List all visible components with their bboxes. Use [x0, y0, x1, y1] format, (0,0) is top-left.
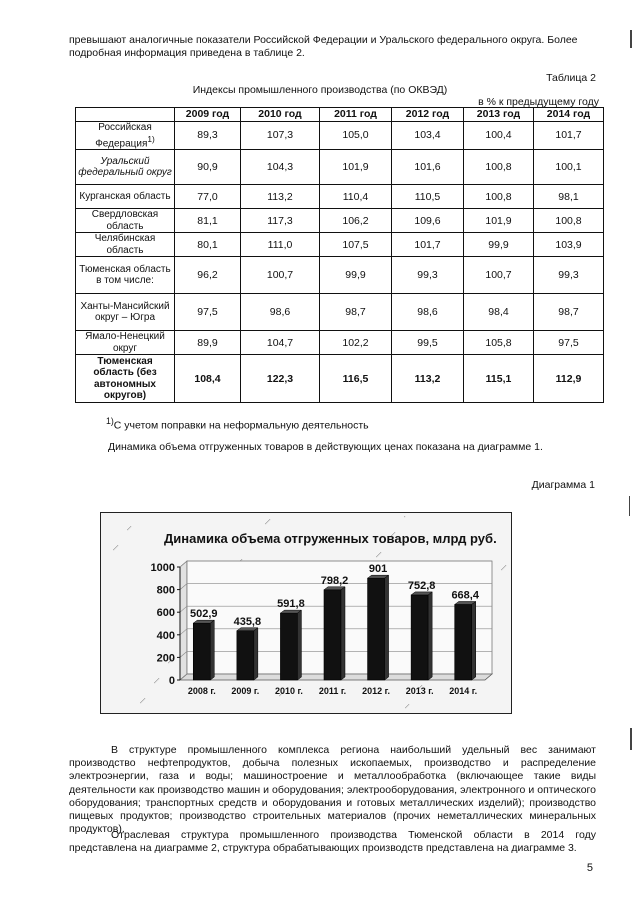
value-cell: 98,7 — [534, 294, 604, 331]
region-cell: Ханты-Мансийский округ – Югра — [76, 294, 175, 331]
x-tick-label: 2011 г. — [318, 686, 347, 696]
header-year: 2012 год — [392, 108, 464, 122]
value-cell: 99,9 — [320, 257, 392, 294]
value-cell: 115,1 — [464, 355, 534, 403]
value-cell: 101,7 — [392, 233, 464, 257]
value-cell: 90,9 — [175, 150, 241, 185]
x-tick-label: 2014 г. — [449, 686, 478, 696]
shipments-chart — [100, 512, 512, 714]
value-cell: 96,2 — [175, 257, 241, 294]
bar — [237, 631, 254, 680]
table-footnote — [106, 415, 526, 433]
region-cell — [76, 122, 175, 150]
value-cell: 116,5 — [320, 355, 392, 403]
region-cell: Челябинская область — [76, 233, 175, 257]
bar-side — [254, 628, 258, 680]
value-cell: 110,5 — [392, 185, 464, 209]
chart-side-wall — [180, 561, 187, 680]
y-tick-label: 200 — [156, 652, 175, 665]
header-year: 2009 год — [175, 108, 241, 122]
value-cell: 98,1 — [534, 185, 604, 209]
footnote-ref: 1) — [147, 133, 155, 144]
header-corner — [76, 108, 175, 122]
bar-value-label: 901 — [368, 563, 388, 576]
bar-side — [385, 575, 389, 680]
table-header-row — [76, 108, 604, 122]
value-cell: 108,4 — [175, 355, 241, 403]
value-cell: 105,8 — [464, 331, 534, 355]
x-tick-label: 2012 г. — [362, 686, 391, 696]
intro-paragraph: превышают аналогичные показатели Российской Федерации и Уральского федерального округа. Более подробная информация приведена в таблице 2. — [69, 34, 578, 60]
value-cell: 113,2 — [241, 185, 320, 209]
header-year: 2013 год — [464, 108, 534, 122]
bar-value-label: 435,8 — [233, 615, 262, 628]
header-year: 2014 год — [534, 108, 604, 122]
value-cell: 101,6 — [392, 150, 464, 185]
bar — [455, 604, 472, 680]
value-cell: 106,2 — [320, 209, 392, 233]
table-row — [76, 185, 604, 209]
value-cell: 107,5 — [320, 233, 392, 257]
y-tick-label: 400 — [156, 629, 175, 642]
structure-paragraph-2: Отраслевая структура промышленного производства Тюменской области в 2014 году представлена на диаграмме 2, структура обрабатывающих производств представлена на диаграмме 3. — [69, 829, 596, 855]
table-row — [76, 233, 604, 257]
table-row — [76, 150, 604, 185]
value-cell: 111,0 — [241, 233, 320, 257]
bar — [280, 613, 297, 680]
value-cell: 104,3 — [241, 150, 320, 185]
y-tick-label: 1000 — [150, 562, 175, 574]
value-cell: 98,6 — [241, 294, 320, 331]
y-tick-label: 600 — [156, 607, 175, 620]
value-cell: 98,7 — [320, 294, 392, 331]
y-tick-label: 800 — [156, 584, 175, 597]
value-cell: 103,9 — [534, 233, 604, 257]
bar-side — [341, 587, 345, 680]
region-cell: Тюменская область в том числе: — [76, 257, 175, 294]
scan-mark — [629, 496, 630, 516]
value-cell: 107,3 — [241, 122, 320, 150]
dynamics-sentence: Динамика объема отгруженных товаров в действующих ценах показана на диаграмме 1. — [108, 441, 543, 453]
table-row — [76, 294, 604, 331]
value-cell: 77,0 — [175, 185, 241, 209]
value-cell: 99,3 — [534, 257, 604, 294]
value-cell: 104,7 — [241, 331, 320, 355]
scan-mark — [630, 30, 632, 48]
table-row — [76, 331, 604, 355]
value-cell: 117,3 — [241, 209, 320, 233]
table-units: в % к предыдущему году — [478, 96, 599, 108]
table-row-total — [76, 355, 604, 403]
value-cell: 101,9 — [464, 209, 534, 233]
value-cell: 122,3 — [241, 355, 320, 403]
scan-noise — [376, 556, 377, 557]
bar-value-label: 591,8 — [277, 598, 305, 611]
value-cell: 100,7 — [464, 257, 534, 294]
value-cell: 101,7 — [534, 122, 604, 150]
value-cell: 98,6 — [392, 294, 464, 331]
region-cell: Ямало-Ненецкий округ — [76, 331, 175, 355]
bar-side — [297, 610, 301, 680]
value-cell: 81,1 — [175, 209, 241, 233]
footnote-mark: 1) — [106, 416, 114, 426]
region-cell: Свердловская область — [76, 209, 175, 233]
value-cell: 99,5 — [392, 331, 464, 355]
bar-value-label: 798,2 — [320, 574, 349, 587]
bar — [193, 623, 210, 680]
value-cell: 112,9 — [534, 355, 604, 403]
value-cell: 101,9 — [320, 150, 392, 185]
value-cell: 99,9 — [464, 233, 534, 257]
x-tick-label: 2008 г. — [187, 686, 216, 696]
header-year: 2011 год — [320, 108, 392, 122]
industrial-index-table — [75, 107, 604, 403]
bar — [324, 590, 341, 680]
y-tick-label: 0 — [168, 675, 175, 687]
scan-noise — [404, 516, 405, 517]
scan-noise — [265, 523, 266, 524]
scan-noise — [127, 529, 128, 530]
value-cell: 103,4 — [392, 122, 464, 150]
region-cell: Курганская область — [76, 185, 175, 209]
value-cell: 89,3 — [175, 122, 241, 150]
footnote-text: С учетом поправки на неформальную деятельность — [113, 419, 369, 432]
value-cell: 98,4 — [464, 294, 534, 331]
table-label: Таблица 2 — [546, 72, 596, 84]
value-cell: 109,6 — [392, 209, 464, 233]
value-cell: 97,5 — [175, 294, 241, 331]
value-cell: 99,3 — [392, 257, 464, 294]
region-cell: Тюменская область (без автономных округов) — [76, 355, 175, 403]
value-cell: 102,2 — [320, 331, 392, 355]
value-cell: 113,2 — [392, 355, 464, 403]
chart-title: Динамика объема отгруженных товаров, млрд руб. — [164, 531, 497, 546]
x-tick-label: 2013 г. — [405, 686, 434, 696]
table-row — [76, 209, 604, 233]
bar-side — [210, 620, 214, 680]
value-cell: 100,4 — [464, 122, 534, 150]
value-cell: 80,1 — [175, 233, 241, 257]
diagram-label: Диаграмма 1 — [531, 479, 595, 491]
bar-side — [428, 592, 432, 680]
scan-noise — [405, 707, 406, 708]
chart-svg — [100, 512, 512, 714]
region-cell: Уральский федеральный округ — [76, 150, 175, 185]
value-cell: 110,4 — [320, 185, 392, 209]
bar — [368, 578, 385, 680]
value-cell: 89,9 — [175, 331, 241, 355]
bar-value-label: 668,4 — [451, 589, 479, 602]
bar-side — [472, 601, 476, 680]
value-cell: 100,7 — [241, 257, 320, 294]
scan-noise — [501, 569, 502, 570]
scan-noise — [113, 549, 114, 550]
page-number: 5 — [586, 862, 593, 874]
value-cell: 100,8 — [464, 150, 534, 185]
structure-paragraph: В структуре промышленного комплекса региона наибольший удельный вес занимают производство нефтепродуктов, добыча полезных ископаемых, производство и распределение электроэнергии, газа и воды; машиностроение и металлообработка (включающее такие виды деятельности как производство машин и оборудования; электрооборудования, электронного и оптического оборудования; транспортных средств и оборудования и готовых металлических изделий); производство пищевых продуктов; производство строительных материалов (прочих неметаллических минеральных продуктов). — [69, 744, 596, 836]
scan-noise — [140, 702, 141, 703]
x-tick-label: 2010 г. — [274, 686, 303, 696]
bar-value-label: 502,9 — [190, 608, 218, 621]
region-name: Российская Федерация — [95, 122, 152, 149]
scan-mark — [630, 728, 632, 750]
value-cell: 97,5 — [534, 331, 604, 355]
bar-value-label: 752,8 — [407, 579, 436, 592]
value-cell: 100,8 — [534, 209, 604, 233]
table-row — [76, 257, 604, 294]
x-tick-label: 2009 г. — [231, 686, 260, 696]
value-cell: 105,0 — [320, 122, 392, 150]
header-year: 2010 год — [241, 108, 320, 122]
value-cell: 100,8 — [464, 185, 534, 209]
table-title: Индексы промышленного производства (по ОКВЭД) — [192, 84, 448, 96]
bar — [411, 595, 428, 680]
table-row — [76, 122, 604, 150]
scan-noise — [154, 682, 155, 683]
value-cell: 100,1 — [534, 150, 604, 185]
